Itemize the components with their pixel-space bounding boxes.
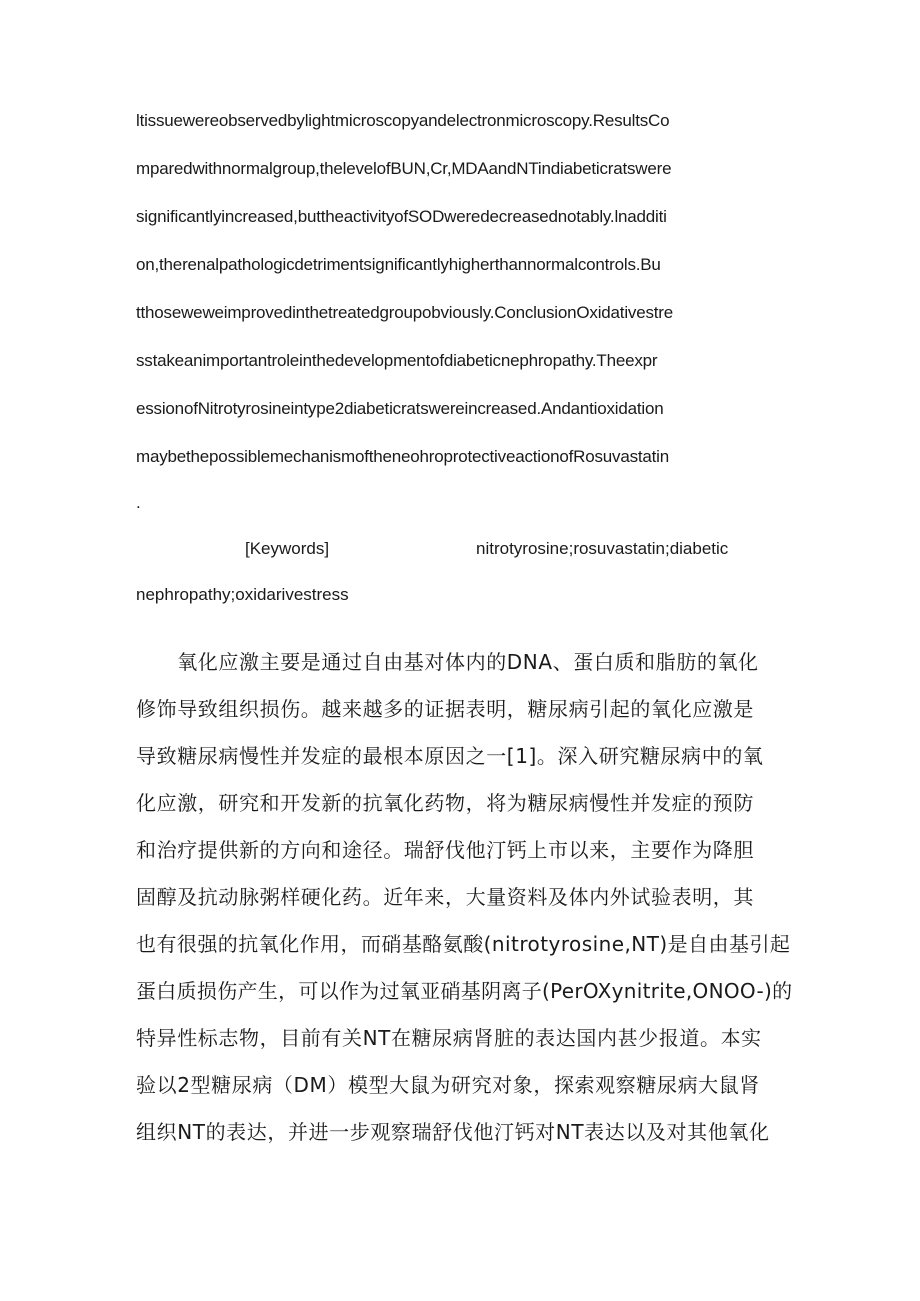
body-line: 化应激，研究和开发新的抗氧化药物，将为糖尿病慢性并发症的预防 [136, 791, 754, 815]
body-line: 修饰导致组织损伤。越来越多的证据表明，糖尿病引起的氧化应激是 [136, 697, 754, 721]
body-line: 和治疗提供新的方向和途径。瑞舒伐他汀钙上市以来，主要作为降胆 [136, 838, 754, 862]
keywords-label: [Keywords] [245, 539, 330, 558]
abstract-line: . [136, 493, 141, 512]
keywords-values-continued: nephropathy;oxidarivestress [136, 585, 349, 604]
body-line: 特异性标志物，目前有关NT在糖尿病肾脏的表达国内甚少报道。本实 [136, 1026, 762, 1050]
keywords-values: nitrotyrosine;rosuvastatin;diabetic [476, 539, 729, 558]
body-line: 验以2型糖尿病（DM）模型大鼠为研究对象，探索观察糖尿病大鼠肾 [136, 1073, 760, 1097]
abstract-line: essionofNitrotyrosineintype2diabeticratswereincreased.Andantioxidation [136, 399, 664, 418]
abstract-line: tthoseweweimprovedinthetreatedgroupobviously.ConclusionOxidativestre [136, 303, 673, 322]
body-line: 组织NT的表达，并进一步观察瑞舒伐他汀钙对NT表达以及对其他氧化 [136, 1120, 770, 1144]
abstract-line: sstakeanimportantroleinthedevelopmentofdiabeticnephropathy.Theexpr [136, 351, 658, 370]
body-line: 导致糖尿病慢性并发症的最根本原因之一[1]。深入研究糖尿病中的氧 [136, 744, 764, 768]
body-line: 固醇及抗动脉粥样硬化药。近年来，大量资料及体内外试验表明，其 [136, 885, 754, 909]
abstract-line: ltissuewereobservedbylightmicroscopyandelectronmicroscopy.ResultsCo [136, 111, 670, 130]
body-line: 氧化应激主要是通过自由基对体内的DNA、蛋白质和脂肪的氧化 [136, 650, 759, 674]
body-line: 蛋白质损伤产生，可以作为过氧亚硝基阴离子(PerOXynitrite,ONOO-)的 [136, 979, 793, 1003]
abstract-line: maybethepossiblemechanismoftheneohroprotectiveactionofRosuvastatin [136, 447, 670, 466]
abstract-line: significantlyincreased,buttheactivityofSODweredecreasednotably.lnadditi [136, 207, 667, 226]
body-line: 也有很强的抗氧化作用，而硝基酪氨酸(nitrotyrosine,NT)是自由基引起 [136, 932, 791, 956]
abstract-line: on,therenalpathologicdetrimentsignificantlyhigherthannormalcontrols.Bu [136, 255, 661, 274]
abstract-line: mparedwithnormalgroup,thelevelofBUN,Cr,MDAandNTindiabeticratswere [136, 159, 672, 178]
